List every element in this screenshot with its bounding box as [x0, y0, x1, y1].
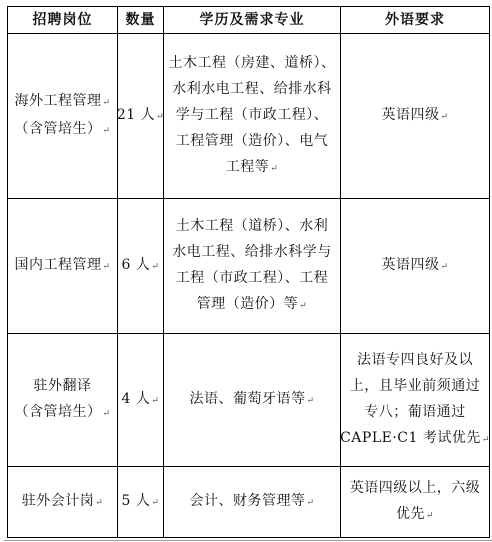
table-row-2-language: 英语四级↵ — [381, 257, 449, 273]
paragraph-mark-icon: ↵ — [151, 262, 160, 272]
paragraph-mark-icon: ↵ — [440, 262, 449, 272]
table-row-3-position: 驻外翻译 （含管培生）↵ — [14, 378, 111, 420]
table-row-3-count: 4 人↵ — [121, 391, 160, 407]
header-major-label: 学历及需求专业 — [199, 12, 305, 28]
table-row-1-language: 英语四级↵ — [381, 107, 449, 123]
paragraph-mark-icon: ↵ — [270, 164, 279, 174]
paragraph-mark-icon: ↵ — [481, 435, 490, 445]
header-position — [8, 7, 117, 33]
table-row-3-language: 法语专四良好及以 上，且毕业前须通过 专八；葡语通过 CAPLE·C1 考试优先↵ — [340, 352, 490, 446]
paragraph-mark-icon: ↵ — [102, 262, 111, 272]
table-row-4-major: 会计、财务管理等↵ — [189, 493, 315, 509]
paragraph-mark-icon: ↵ — [299, 301, 308, 311]
table-row-1-major: 土木工程（房建、道桥）、 水利水电工程、给排水科 学与工程（市政工程）、 工程管理（造价）、电气 工程等↵ — [168, 55, 336, 175]
paragraph-mark-icon: ↵ — [306, 498, 315, 508]
position-line: （含管培生）↵ — [14, 121, 111, 137]
paragraph-mark-icon: ↵ — [102, 98, 111, 108]
table-row-1-position — [8, 34, 117, 198]
table-row-2-count: 6 人↵ — [121, 257, 160, 273]
paragraph-mark-icon: ↵ — [151, 396, 160, 406]
table-row-3-major: 法语、葡萄牙语等↵ — [189, 391, 315, 407]
header-count — [118, 7, 163, 33]
header-major — [164, 7, 340, 33]
header-language — [341, 7, 489, 33]
paragraph-mark-icon: ↵ — [440, 112, 449, 122]
paragraph-mark-icon: ↵ — [102, 409, 111, 419]
paragraph-mark-icon: ↵ — [156, 112, 165, 122]
header-position-label: 招聘岗位 — [32, 12, 93, 28]
paragraph-mark-icon: ↵ — [102, 126, 111, 136]
table-row-4-count: 5 人↵ — [121, 493, 160, 509]
table-row-1-count: 21 人↵ — [116, 107, 165, 123]
header-count-label: 数量 — [125, 12, 156, 28]
header-language-label: 外语要求 — [385, 12, 445, 28]
table-row-2-major: 土木工程（道桥）、水利 水电工程、给排水科学与 工程（市政工程）、工程 管理（造价）等↵ — [172, 218, 332, 312]
table-row-2-position: 国内工程管理↵ — [14, 257, 111, 273]
paragraph-mark-icon: ↵ — [306, 396, 315, 406]
paragraph-mark-icon: ↵ — [151, 498, 160, 508]
paragraph-mark-icon: ↵ — [425, 511, 435, 521]
position-line: 海外工程管理↵ — [14, 93, 111, 109]
table-row-4-language: 英语四级以上，六级 优先↵ — [349, 480, 481, 522]
paragraph-mark-icon: ↵ — [95, 498, 104, 508]
table-row-4-position: 驻外会计岗↵ — [21, 493, 104, 509]
